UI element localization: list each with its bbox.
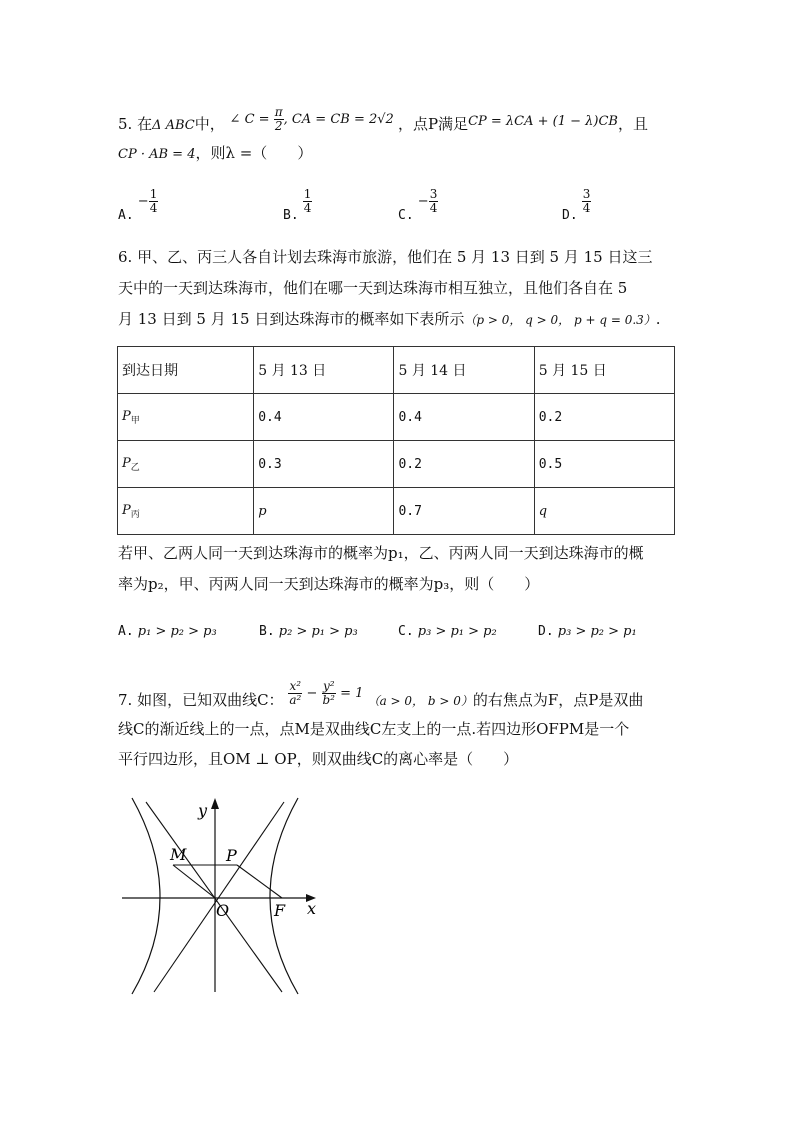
q6-option-c[interactable]: C. p₃ > p₁ > p₂ [398,624,497,639]
hyperbola-figure [118,796,338,1016]
table-header-cell: 5 月 14 日 [394,347,534,394]
q6-option-d[interactable]: D. p₃ > p₂ > p₁ [538,624,637,639]
label-P: P [226,846,237,865]
q5-vector-equation: CP = λCA + (1 − λ)CB [468,114,618,129]
q7-condition: （a > 0， b > 0） [367,694,473,708]
q6-after-line1: 若甲、乙两人同一天到达珠海市的概率为p₁，乙、丙两人同一天到达珠海市的概 [118,544,644,562]
table-cell: 0.4 [394,394,534,441]
q5-option-c[interactable]: C. − $\frac{3}{4}$ [398,187,438,223]
q6-option-b[interactable]: B. p₂ > p₁ > p₃ [259,624,358,639]
q5-line2 [118,142,312,166]
label-O: O [216,901,230,920]
q6-line1: 6. 甲、乙、丙三人各自计划去珠海市旅游，他们在 5 月 13 日到 5 月 15 日这三 [118,248,653,266]
table-row [118,441,675,488]
q5-stem-prefix: 5. 在 [118,115,153,133]
q5-option-d[interactable]: D. $\frac{3}{4}$ [562,187,591,223]
table-cell: 0.2 [534,394,674,441]
q7-line1: 7. 如图，已知双曲线C： $\frac{\text{x²}}{\text{a²}}$ − $\frac{\text{y²}}{\text{b²}}$ = 1 （a > 0， b > 0）的右焦点为F，点P是双曲 [118,679,644,709]
q6-line2: 天中的一天到达珠海市，他们在哪一天到达珠海市相互独立，且他们各自在 5 [118,279,628,297]
q5-option-a[interactable]: A. − $\frac{1}{4}$ [118,187,158,223]
table-cell: 0.7 [394,488,534,535]
table-row [118,394,675,441]
hyperbola-right-branch [270,798,298,994]
table-cell: q [534,488,674,535]
q6-line3: 月 13 日到 5 月 15 日到达珠海市的概率如下表所示（p > 0， q > 0， p + q = 0.3）. [118,310,661,328]
q6-option-a[interactable]: A. p₁ > p₂ > p₃ [118,624,217,639]
q5-pi-over-2: $\frac{\pi}{2}$ [274,105,283,133]
row-label: $P_甲$ [118,394,254,441]
label-y: y [198,801,208,820]
table-cell: 0.4 [254,394,394,441]
table-header-cell: 到达日期 [118,347,254,394]
label-x: x [307,899,317,918]
q7-line2: 线C的渐近线上的一点，点M是双曲线C左支上的一点.若四边形OFPM是一个 [118,720,630,738]
table-row [118,488,675,535]
q5-question: ，则λ =（ ） [195,144,313,162]
table-header-row [118,347,675,394]
q6-after-line2: 率为p₂，甲、丙两人同一天到达珠海市的概率为p₃，则（ ） [118,575,540,593]
table-cell: p [254,488,394,535]
y-axis-arrow [211,798,219,809]
q7-line3: 平行四边形，且OM ⊥ OP，则双曲线C的离心率是（ ） [118,750,519,768]
segment-PF [237,865,282,898]
q5-and: ，且 [617,115,648,133]
q5-dot-product: CP · AB = 4 [118,147,196,162]
q5-triangle: Δ ABC [152,118,195,133]
q6-condition: （p > 0， q > 0， p + q = 0.3） [464,313,656,327]
q5-angle-condition: ∠ C = $\frac{\pi}{2}$ , CA = CB = 2√2 [229,105,394,133]
label-F: F [274,901,286,920]
label-M: M [170,845,187,864]
hyperbola-left-branch [132,798,160,994]
q5-stem-zhong: 中， [194,115,225,133]
table-cell: 0.3 [254,441,394,488]
hyperbola-equation: $\frac{\text{x²}}{\text{a²}}$ − $\frac{\text{y²}}{\text{b²}}$ = 1 [289,679,364,707]
asymptote-positive [154,802,284,992]
table-header-cell: 5 月 13 日 [254,347,394,394]
row-label: $P_乙$ [118,441,254,488]
q5-point-p-text: ，点P满足 [397,115,469,133]
table-cell: 0.2 [394,441,534,488]
q5-line1 [118,105,648,139]
row-label: $P_丙$ [118,488,254,535]
probability-table [117,346,675,535]
table-header-cell: 5 月 15 日 [534,347,674,394]
table-cell: 0.5 [534,441,674,488]
q5-option-b[interactable]: B. $\frac{1}{4}$ [283,187,312,223]
